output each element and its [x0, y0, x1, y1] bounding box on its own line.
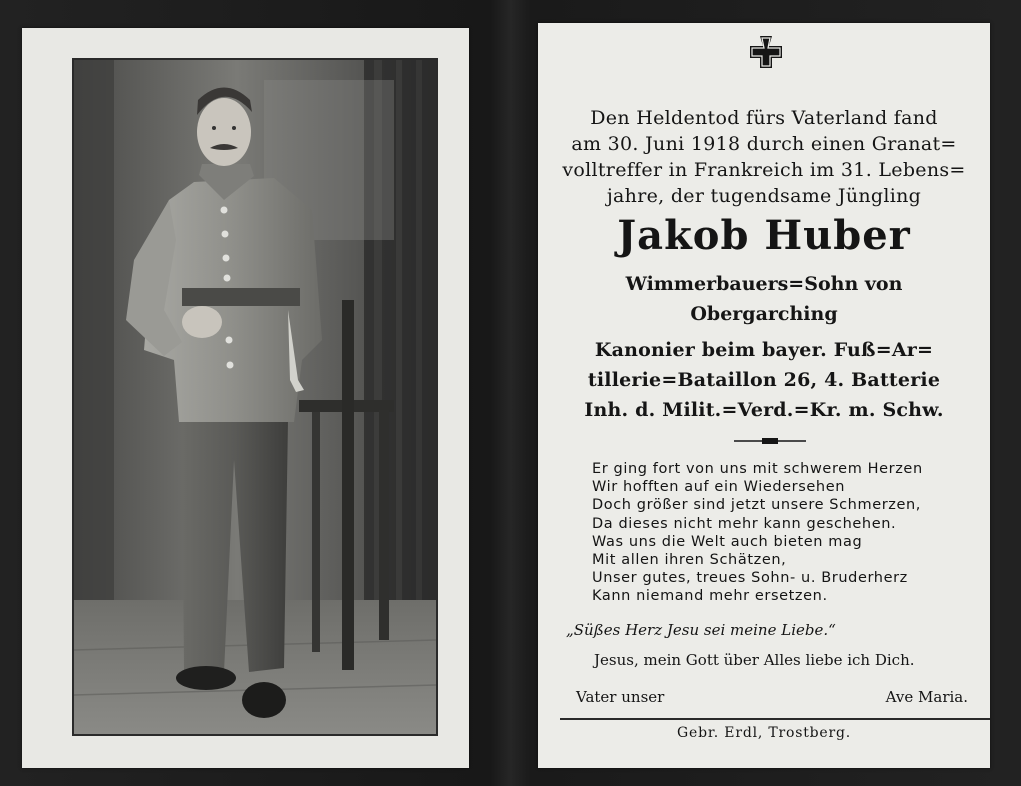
poem-line: Unser gutes, treues Sohn- u. Bruderherz [592, 570, 908, 587]
portrait-image [74, 60, 436, 734]
photo-card [22, 28, 469, 768]
closing-prayers [538, 688, 990, 710]
intro-line: volltreffer in Frankreich im 31. Lebens= [562, 159, 966, 181]
military-rank [538, 335, 990, 425]
poem-line: Er ging fort von uns mit schwerem Herzen [592, 461, 923, 477]
ave-maria-label: Ave Maria. [885, 688, 968, 706]
intro-line: jahre, der tugendsame Jüngling [606, 185, 922, 207]
prayer-sacred-heart: „Süßes Herz Jesu sei meine Liebe.“ [566, 621, 836, 639]
death-notice-intro [538, 105, 990, 209]
rank-line: Kanonier beim bayer. Fuß=Ar= [594, 339, 934, 361]
poem-line: Doch größer sind jetzt unsere Schmerzen, [592, 497, 922, 514]
poem-line: Kann niemand mehr ersetzen. [592, 588, 828, 605]
poem-line: Was uns die Welt auch bieten mag [592, 533, 863, 550]
deceased-name: Jakob Huber [617, 212, 911, 259]
vater-unser-label: Vater unser [576, 688, 665, 706]
poem-line: Da dieses nicht mehr kann geschehen. [592, 515, 897, 532]
memorial-poem [592, 460, 972, 606]
memorial-text-card [538, 23, 990, 768]
origin-line: Obergarching [690, 303, 838, 325]
iron-cross-icon [749, 35, 783, 69]
soldier-portrait-photo [72, 58, 438, 736]
intro-line: Den Heldentod fürs Vaterland fand [590, 107, 938, 129]
origin-line: Wimmerbauers=Sohn von [625, 273, 903, 295]
ornament-divider [734, 437, 806, 445]
family-origin [538, 269, 990, 329]
prayer-jesus: Jesus, mein Gott über Alles liebe ich Dich. [594, 651, 915, 669]
rank-line: Inh. d. Milit.=Verd.=Kr. m. Schw. [584, 399, 944, 421]
intro-line: am 30. Juni 1918 durch einen Granat= [571, 133, 957, 155]
printer-imprint: Gebr. Erdl, Trostberg. [677, 725, 851, 741]
poem-line: Mit allen ihren Schätzen, [592, 552, 787, 569]
footer-rule [560, 718, 990, 720]
poem-line: Wir hofften auf ein Wiedersehen [592, 479, 846, 496]
rank-line: tillerie=Bataillon 26, 4. Batterie [587, 369, 941, 391]
